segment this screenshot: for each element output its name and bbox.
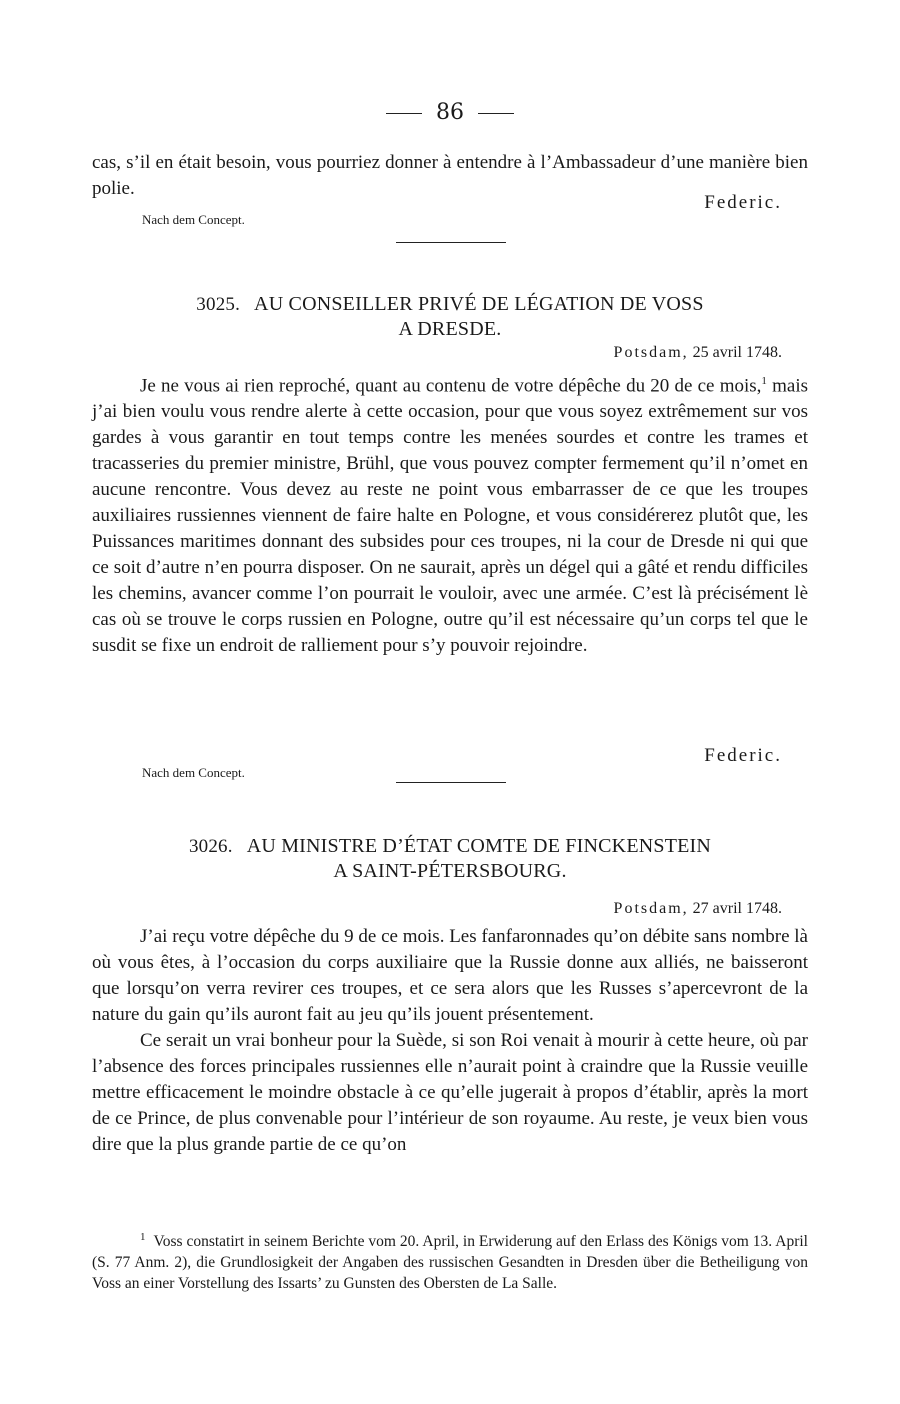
continuation-signature-row <box>92 192 808 214</box>
signature: Federic. <box>704 745 782 766</box>
footnote-text: Voss constatirt in seinem Berichte vom 20. April, in Erwiderung auf den Erlass des Königs vom 13. April (S. 77 Anm. 2), die Grundlosigkeit der Angaben des russischen Gesandten in Dresden über die Betheiligung von Voss an einer Vorstellung des Issarts’ zu Gunsten des Obersten de La Salle. <box>92 1233 808 1293</box>
letter-number: 3025. <box>196 294 241 315</box>
letter-number: 3026. <box>188 836 233 857</box>
date: 25 avril 1748. <box>692 344 782 361</box>
letter-3025-dateline <box>92 344 808 362</box>
date: 27 avril 1748. <box>692 900 782 917</box>
source-note: Nach dem Concept. <box>142 765 245 780</box>
section-divider <box>396 782 506 783</box>
header-dash-left <box>386 113 422 114</box>
letter-3026-heading <box>92 834 808 884</box>
source-note: Nach dem Concept. <box>142 212 245 227</box>
footnote-block <box>92 1227 808 1294</box>
date-place: Potsdam, <box>613 344 689 361</box>
header-dash-right <box>478 113 514 114</box>
date-place: Potsdam, <box>613 900 689 917</box>
footnote-ref: 1 <box>761 375 767 387</box>
continuation-text: cas, s’il en était besoin, vous pourriez donner à entendre à l’Ambassadeur d’une manière bien polie. <box>92 152 808 199</box>
page-number: 86 <box>436 100 464 125</box>
letter-3025-heading <box>92 292 808 342</box>
page-header <box>92 100 808 125</box>
heading-line-1: 3026. AU MINISTRE D’ÉTAT COMTE DE FINCKENSTEIN <box>188 835 712 857</box>
signature: Federic. <box>704 192 782 213</box>
footnote-mark: 1 <box>140 1231 146 1243</box>
letter-3026-paragraph-2: Ce serait un vrai bonheur pour la Suède, si son Roi venait à mourir à cette heure, où par l’absence des forces principales russiennes elle n’aurait point à craindre que la Russie veuille mettre efficacement le moindre obstacle à ce qu’elle jugerait à propos d’établir, après la mort de ce Prince, de plus convenable pour l’intérieur de son royaume. Au reste, je veux bien vous dire que la plus grande partie de ce qu’on <box>92 1030 808 1155</box>
section-divider <box>396 242 506 243</box>
letter-3025-signature-row <box>92 745 808 767</box>
letter-3026-paragraph-1: J’ai reçu votre dépêche du 9 de ce mois. Les fanfaronnades qu’on débite sans nombre là où vous êtes, à l’occasion du corps auxiliaire que la Russie donne aux alliés, ne baisseront que lorsqu’on verra revirer ces troupes, et ce sera alors que les Russes s’apercevront de la nature du gain qu’ils auront fait au jeu qu’ils jouent présentement. <box>92 926 808 1025</box>
heading-line-2: A SAINT-PÉTERSBOURG. <box>333 860 567 882</box>
heading-line-1: 3025. AU CONSEILLER PRIVÉ DE LÉGATION DE VOSS <box>196 293 704 315</box>
letter-3025-body <box>92 368 808 659</box>
footnote <box>92 1227 808 1294</box>
letter-3026-dateline <box>92 900 808 918</box>
letter-3026-body <box>92 924 808 1158</box>
letter-3025-paragraph: Je ne vous ai rien reproché, quant au contenu de votre dépêche du 20 de ce mois,$^1$ mais j’ai bien voulu vous rendre alerte à cette occasion, pour que vous soyez extrêmement sur vos gardes à vous garantir en tout temps contre les menées sourdes et contre les trames et tracasseries du premier ministre, Brühl, que vous pouvez compter fermement qu’il n’omet en aucune rencontre. Vous devez au reste ne point vous embarrasser de ce que les troupes auxiliaires russiennes viennent de faire halte en Pologne, et vous considérerez plutôt que, les Puissances maritimes donnant des subsides pour ces troupes, ni la cour de Dresde ni qui que ce soit d’autre n’en pourra disposer. On ne saurait, après un dégel qui a gâté et rendu difficiles les chemins, avancer comme l’on pourrait le vouloir, avec une armée. C’est là précisément lè cas où se trouve le corps russien en Pologne, outre qu’il est nécessaire qu’un corps tel que le susdit se fixe un endroit de ralliement pour s’y pouvoir rejoindre. <box>92 375 808 657</box>
heading-line-2: A DRESDE. <box>398 318 502 340</box>
